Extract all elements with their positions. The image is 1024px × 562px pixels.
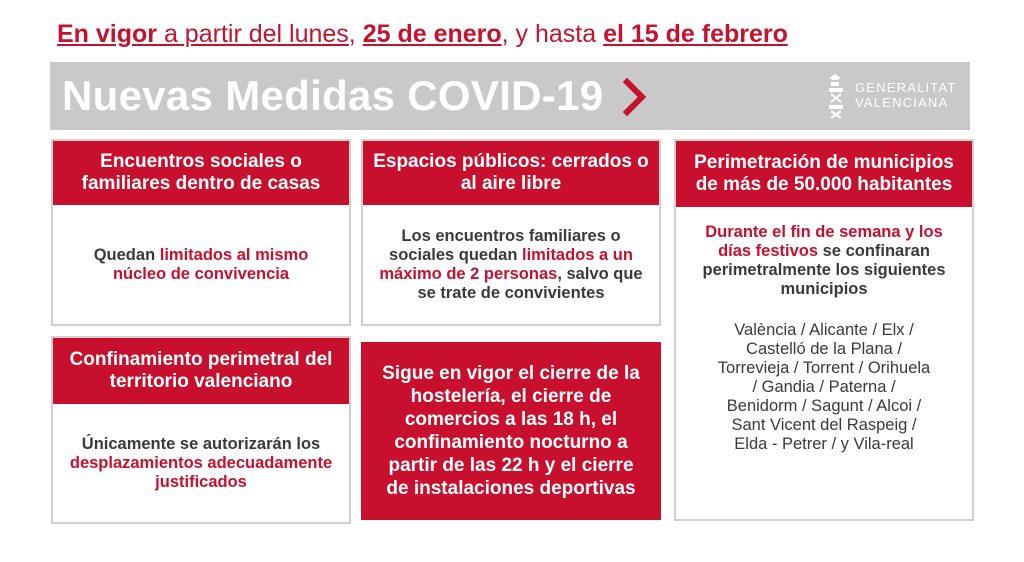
generalitat-logo: [825, 68, 965, 124]
date-text-start-date: 25 de enero: [362, 20, 502, 48]
card-perimetracion-highlight: Durante el fin de semana y los días festivos: [705, 223, 943, 260]
effective-dates-line: [57, 14, 857, 54]
card-encuentros-highlight: limitados al mismo núcleo de convivencia: [112, 245, 309, 283]
card-espacios-body-text: Los encuentros familiares o sociales quedan: [389, 226, 621, 264]
page-title: Nuevas Medidas COVID-19: [62, 72, 604, 119]
title-banner: [50, 62, 970, 130]
municipios-list: València / Alicante / Elx / Castelló de la Plana / Torrevieja / Torrent / Orihuela / Gandia / Paterna / Benidorm / Sagunt / Alcoi / Sant Vicent del Raspeig / Elda - Petrer / y Vila-real: [717, 321, 931, 453]
card-encuentros-title: Encuentros sociales o familiares dentro de casas: [53, 141, 349, 205]
card-confinamiento-highlight: desplazamientos adecuadamente justificados: [69, 453, 333, 491]
card-hosteleria-cierre: Sigue en vigor el cierre de la hostelería, el cierre de comercios a las 18 h, el confinamiento nocturno a partir de las 22 h y el cierre de instalaciones deportivas: [361, 342, 661, 520]
card-confinamiento-perimetral: [51, 336, 351, 524]
card-espacios-publicos: [361, 139, 661, 326]
date-text-en-vigor: En vigor: [57, 20, 158, 48]
card-espacios-body: [363, 205, 659, 324]
card-encuentros-body-text: Quedan: [93, 245, 160, 264]
date-text-until: , y hasta: [501, 20, 604, 48]
card-encuentros-casas: [51, 139, 351, 326]
chevron-right-icon: [622, 78, 648, 116]
card-confinamiento-body: [53, 404, 349, 522]
card-perimetracion-title: Perimetración de municipios de más de 50.000 habitantes: [676, 141, 972, 207]
card-confinamiento-title: Confinamiento perimetral del territorio valenciano: [53, 338, 349, 404]
card-espacios-highlight: limitados a un máximo de 2 personas: [379, 245, 633, 283]
card-espacios-title: Espacios públicos: cerrados o al aire libre: [363, 141, 659, 205]
generalitat-logo-icon: [825, 72, 849, 120]
card-encuentros-body: [53, 205, 349, 324]
logo-line-2: VALENCIANA: [855, 95, 949, 110]
date-text-separator: ,: [348, 20, 363, 48]
card-espacios-body-end: , salvo que se trate de convivientes: [417, 264, 643, 302]
card-perimetracion-body-text: se confinaran perimetralmente los siguientes municipios: [702, 242, 946, 298]
date-text-end-date: el 15 de febrero: [603, 20, 788, 48]
generalitat-logo-text: [855, 80, 957, 110]
date-text-from-monday: a partir del lunes: [157, 20, 349, 48]
logo-line-1: GENERALITAT: [855, 80, 957, 95]
card-confinamiento-body-text: Únicamente se autorizarán los: [81, 434, 321, 453]
card-perimetracion-municipios: [674, 139, 974, 521]
card-perimetracion-intro: [676, 207, 972, 307]
